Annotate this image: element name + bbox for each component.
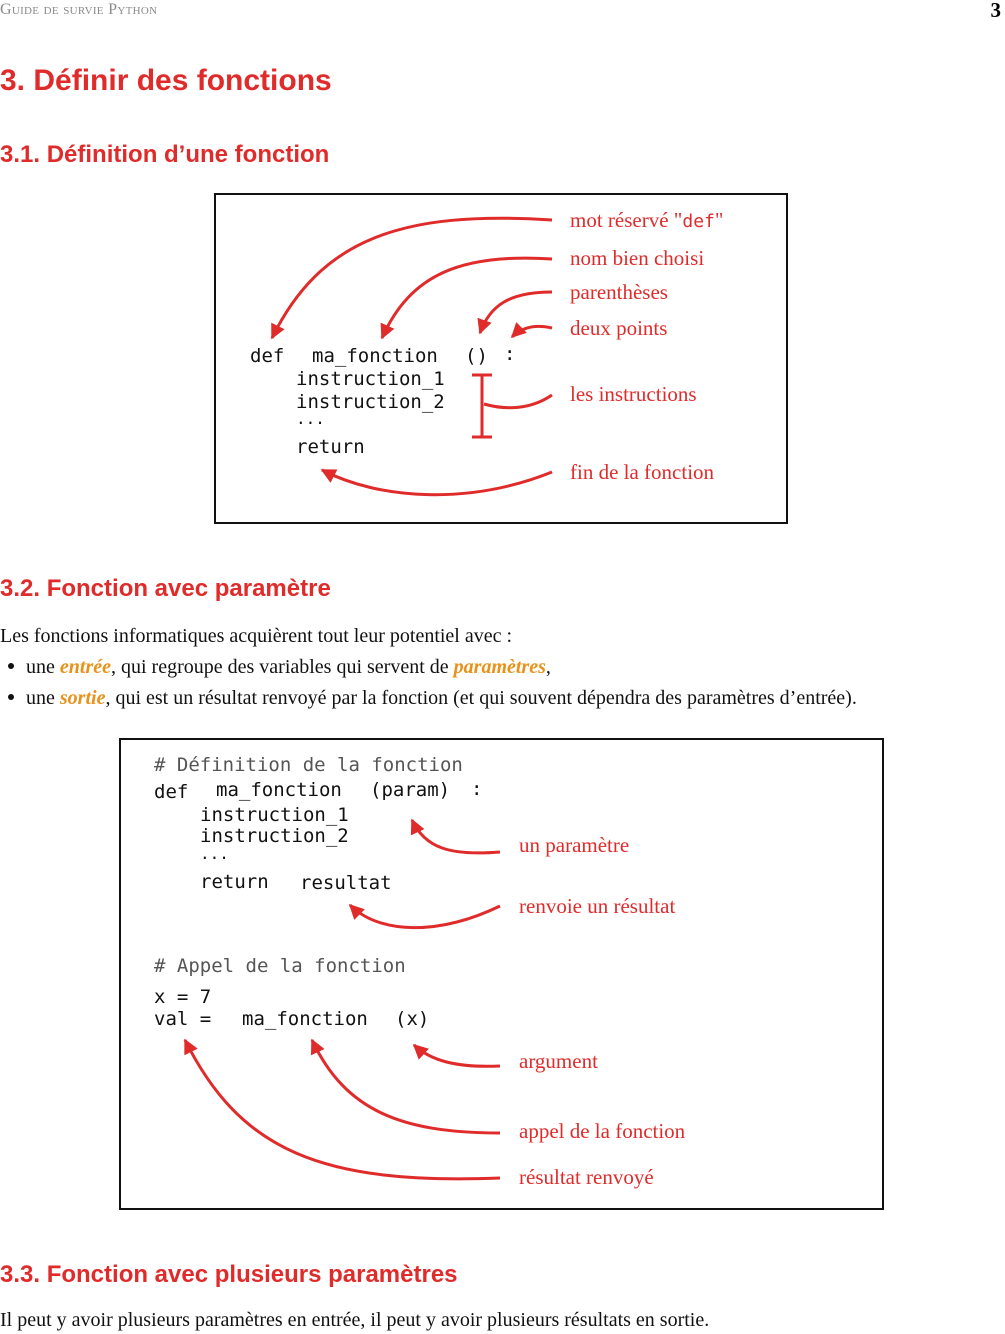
running-header: Guide de survie Python <box>0 1 158 18</box>
label-colon: deux points <box>570 316 668 340</box>
code-param: (param) <box>370 779 451 801</box>
code-return: return <box>200 871 269 893</box>
code-instruction-1: instruction_1 <box>200 804 349 826</box>
code-ellipsis: ... <box>200 844 229 863</box>
arrow-function-call <box>312 1040 500 1133</box>
section-3-3-text: Il peut y avoir plusieurs paramètres en entrée, il peut y avoir plusieurs résultats en sortie. <box>0 1309 710 1331</box>
section-title: 3. Définir des fonctions <box>0 64 332 97</box>
subsection-title-3-2: 3.2. Fonction avec paramètre <box>0 575 331 602</box>
code-instruction-2: instruction_2 <box>200 825 349 847</box>
bullet-input: une entrée, qui regroupe des variables qui servent de paramètres, <box>8 656 551 679</box>
label-parameter: un paramètre <box>519 833 630 857</box>
code-val-assign: val = <box>154 1008 212 1030</box>
arrow-argument <box>414 1045 500 1066</box>
subsection-title-3-1: 3.1. Définition d’une fonction <box>0 141 330 168</box>
code-return: return <box>296 436 365 458</box>
code-def-keyword: def <box>250 345 285 367</box>
intro-paragraph: Les fonctions informatiques acquièrent tout leur potentiel avec : <box>0 625 513 647</box>
code-call-name: ma_fonction <box>242 1008 368 1030</box>
code-argument: (x) <box>395 1008 430 1030</box>
code-ellipsis: ... <box>296 409 325 428</box>
code-function-name: ma_fonction <box>312 345 438 367</box>
code-comment-definition: # Définition de la fonction <box>154 754 463 776</box>
label-returned-result: résultat renvoyé <box>519 1165 654 1189</box>
page-number: 3 <box>990 0 1001 22</box>
code-def-keyword: def <box>154 781 189 803</box>
code-function-name: ma_fonction <box>216 779 342 801</box>
code-instruction-2: instruction_2 <box>296 391 445 413</box>
label-returns-result: renvoie un résultat <box>519 894 676 918</box>
label-reserved-word: mot réservé "def" <box>570 208 724 232</box>
code-instruction-1: instruction_1 <box>296 368 445 390</box>
bullet-output: une sortie, qui est un résultat renvoyé par la fonction (et qui souvent dépendra des paramètres d’entrée). <box>8 687 857 710</box>
label-instructions: les instructions <box>570 382 697 406</box>
arrow-returned-result <box>185 1040 500 1179</box>
code-colon: : <box>504 343 516 365</box>
code-colon: : <box>471 778 483 800</box>
arrow-returns-result <box>350 905 500 928</box>
code-comment-call: # Appel de la fonction <box>154 955 406 977</box>
subsection-title-3-3: 3.3. Fonction avec plusieurs paramètres <box>0 1261 458 1288</box>
label-argument: argument <box>519 1049 598 1073</box>
code-result: resultat <box>300 872 392 894</box>
code-parentheses: () <box>465 345 488 367</box>
arrow-parameter <box>412 820 500 853</box>
code-assign: x = 7 <box>154 986 212 1008</box>
label-function-end: fin de la fonction <box>570 460 715 484</box>
label-function-name: nom bien choisi <box>570 246 705 270</box>
label-parentheses: parenthèses <box>570 280 668 304</box>
label-function-call: appel de la fonction <box>519 1119 686 1143</box>
